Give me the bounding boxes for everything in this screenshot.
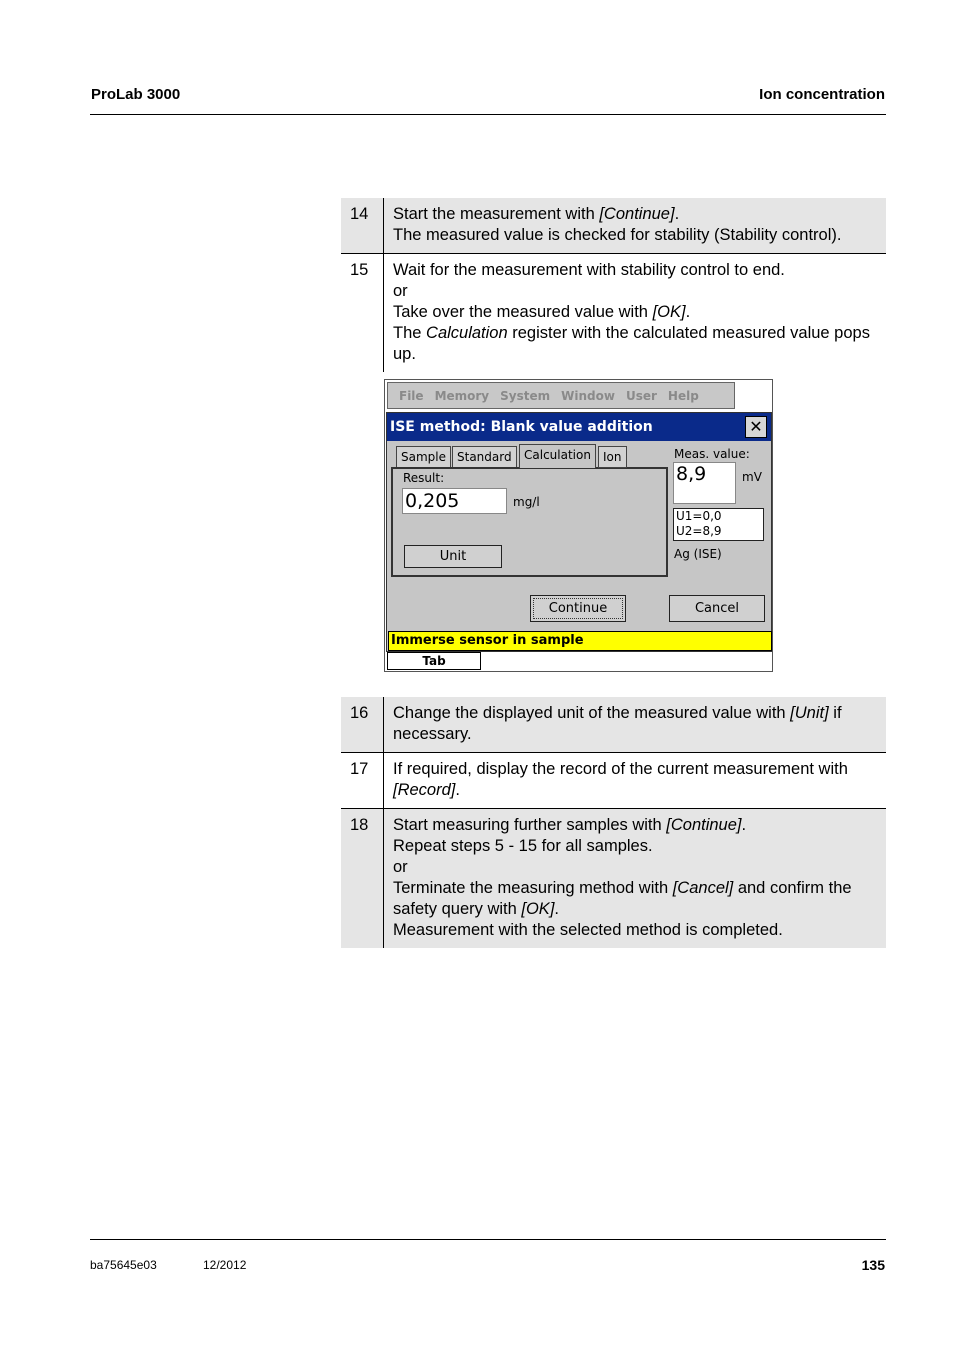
step-segment: Wait for the measurement with stability control to end. (393, 261, 785, 279)
step-line (393, 703, 882, 745)
step-emphasis: [Unit] (790, 704, 829, 722)
step-segment: . (554, 900, 559, 918)
voltage-box (673, 508, 764, 541)
step-line (393, 204, 882, 225)
step-row (341, 253, 886, 372)
meas-value: 8,9 (673, 462, 736, 504)
step-line (393, 759, 882, 801)
result-label: Result: (403, 471, 445, 485)
tab-ion[interactable]: Ion (598, 446, 627, 468)
result-value: 0,205 (402, 488, 507, 514)
unit-button[interactable]: Unit (404, 545, 502, 568)
step-emphasis: [OK] (652, 303, 686, 321)
menu-window[interactable]: Window (561, 388, 615, 403)
step-row (341, 697, 886, 752)
step-text (384, 753, 886, 808)
steps-table-upper (341, 198, 886, 372)
step-line (393, 920, 882, 941)
close-icon[interactable]: ✕ (745, 416, 767, 438)
dialog-title: ISE method: Blank value addition (387, 413, 771, 441)
step-segment: If required, display the record of the current measurement with (393, 760, 848, 778)
step-line (393, 878, 882, 920)
menu-help[interactable]: Help (667, 388, 699, 403)
step-number: 16 (341, 697, 384, 752)
step-line (393, 281, 882, 302)
step-segment: Measurement with the selected method is completed. (393, 921, 783, 939)
step-emphasis: [Cancel] (672, 879, 734, 897)
step-line (393, 836, 882, 857)
step-text (384, 254, 886, 372)
step-segment: . (741, 816, 747, 834)
tab-calculation[interactable]: Calculation (519, 444, 596, 468)
header-chapter: Ion concentration (759, 86, 885, 103)
page-number: 135 (861, 1257, 885, 1273)
step-segment: or (393, 282, 408, 300)
electrode-label: Ag (ISE) (674, 547, 722, 561)
step-number: 15 (341, 254, 384, 372)
step-line (393, 302, 882, 323)
device-screenshot (384, 379, 773, 672)
step-segment: The (393, 324, 427, 342)
ise-dialog (386, 412, 772, 652)
continue-button[interactable]: Continue (530, 595, 626, 622)
step-emphasis: [Record] (393, 781, 456, 799)
step-number: 17 (341, 753, 384, 808)
step-line (393, 260, 882, 281)
step-row (341, 752, 886, 808)
step-segment: Start the measurement with (393, 205, 600, 223)
header-rule (90, 114, 886, 115)
header-product: ProLab 3000 (91, 86, 181, 103)
step-line (393, 815, 882, 836)
steps-table-lower (341, 697, 886, 948)
step-segment: Change the displayed unit of the measured value with (393, 704, 791, 722)
tab-standard[interactable]: Standard (452, 446, 517, 468)
step-line (393, 857, 882, 878)
menu-file[interactable]: File (399, 388, 424, 403)
step-row (341, 808, 886, 948)
step-text (384, 809, 886, 948)
step-row (341, 198, 886, 253)
step-emphasis: [OK] (521, 900, 555, 918)
step-segment: The measured value is checked for stability (Stability control). (393, 226, 842, 244)
meas-unit: mV (742, 470, 762, 484)
step-segment: register with the calculated measured value pops up. (393, 324, 870, 363)
step-segment: . (674, 205, 680, 223)
step-segment: Start measuring further samples with (393, 816, 667, 834)
footer-rule (90, 1239, 886, 1240)
result-unit: mg/l (513, 495, 540, 509)
step-segment: Terminate the measuring method with (393, 879, 673, 897)
menu-user[interactable]: User (625, 388, 657, 403)
menu-bar (387, 382, 735, 409)
step-emphasis: Calculation (426, 324, 508, 342)
menu-memory[interactable]: Memory (434, 388, 490, 403)
menu-system[interactable]: System (500, 388, 551, 403)
footer-doc-id: ba75645e03 (90, 1258, 157, 1272)
footer-date: 12/2012 (203, 1258, 247, 1272)
step-text (384, 198, 886, 253)
step-segment: . (455, 781, 460, 799)
step-segment: Repeat steps 5 - 15 for all samples. (393, 837, 653, 855)
step-line (393, 323, 882, 365)
u2-value: U2=8,9 (676, 524, 722, 538)
step-segment: if necessary. (393, 704, 842, 743)
cancel-button[interactable]: Cancel (669, 595, 765, 622)
step-segment: or (393, 858, 408, 876)
step-number: 18 (341, 809, 384, 948)
step-segment: and confirm the safety query with (393, 879, 852, 918)
step-line (393, 225, 882, 246)
u1-value: U1=0,0 (676, 509, 722, 523)
status-bar: Immerse sensor in sample (388, 631, 772, 651)
tab-key-button[interactable]: Tab (387, 652, 481, 670)
step-number: 14 (341, 198, 384, 253)
step-segment: Take over the measured value with (393, 303, 653, 321)
step-text (384, 697, 886, 752)
step-segment: . (685, 303, 691, 321)
tab-sample[interactable]: Sample (396, 446, 451, 468)
meas-label: Meas. value: (674, 447, 750, 461)
step-emphasis: [Continue] (599, 205, 675, 223)
step-emphasis: [Continue] (666, 816, 742, 834)
